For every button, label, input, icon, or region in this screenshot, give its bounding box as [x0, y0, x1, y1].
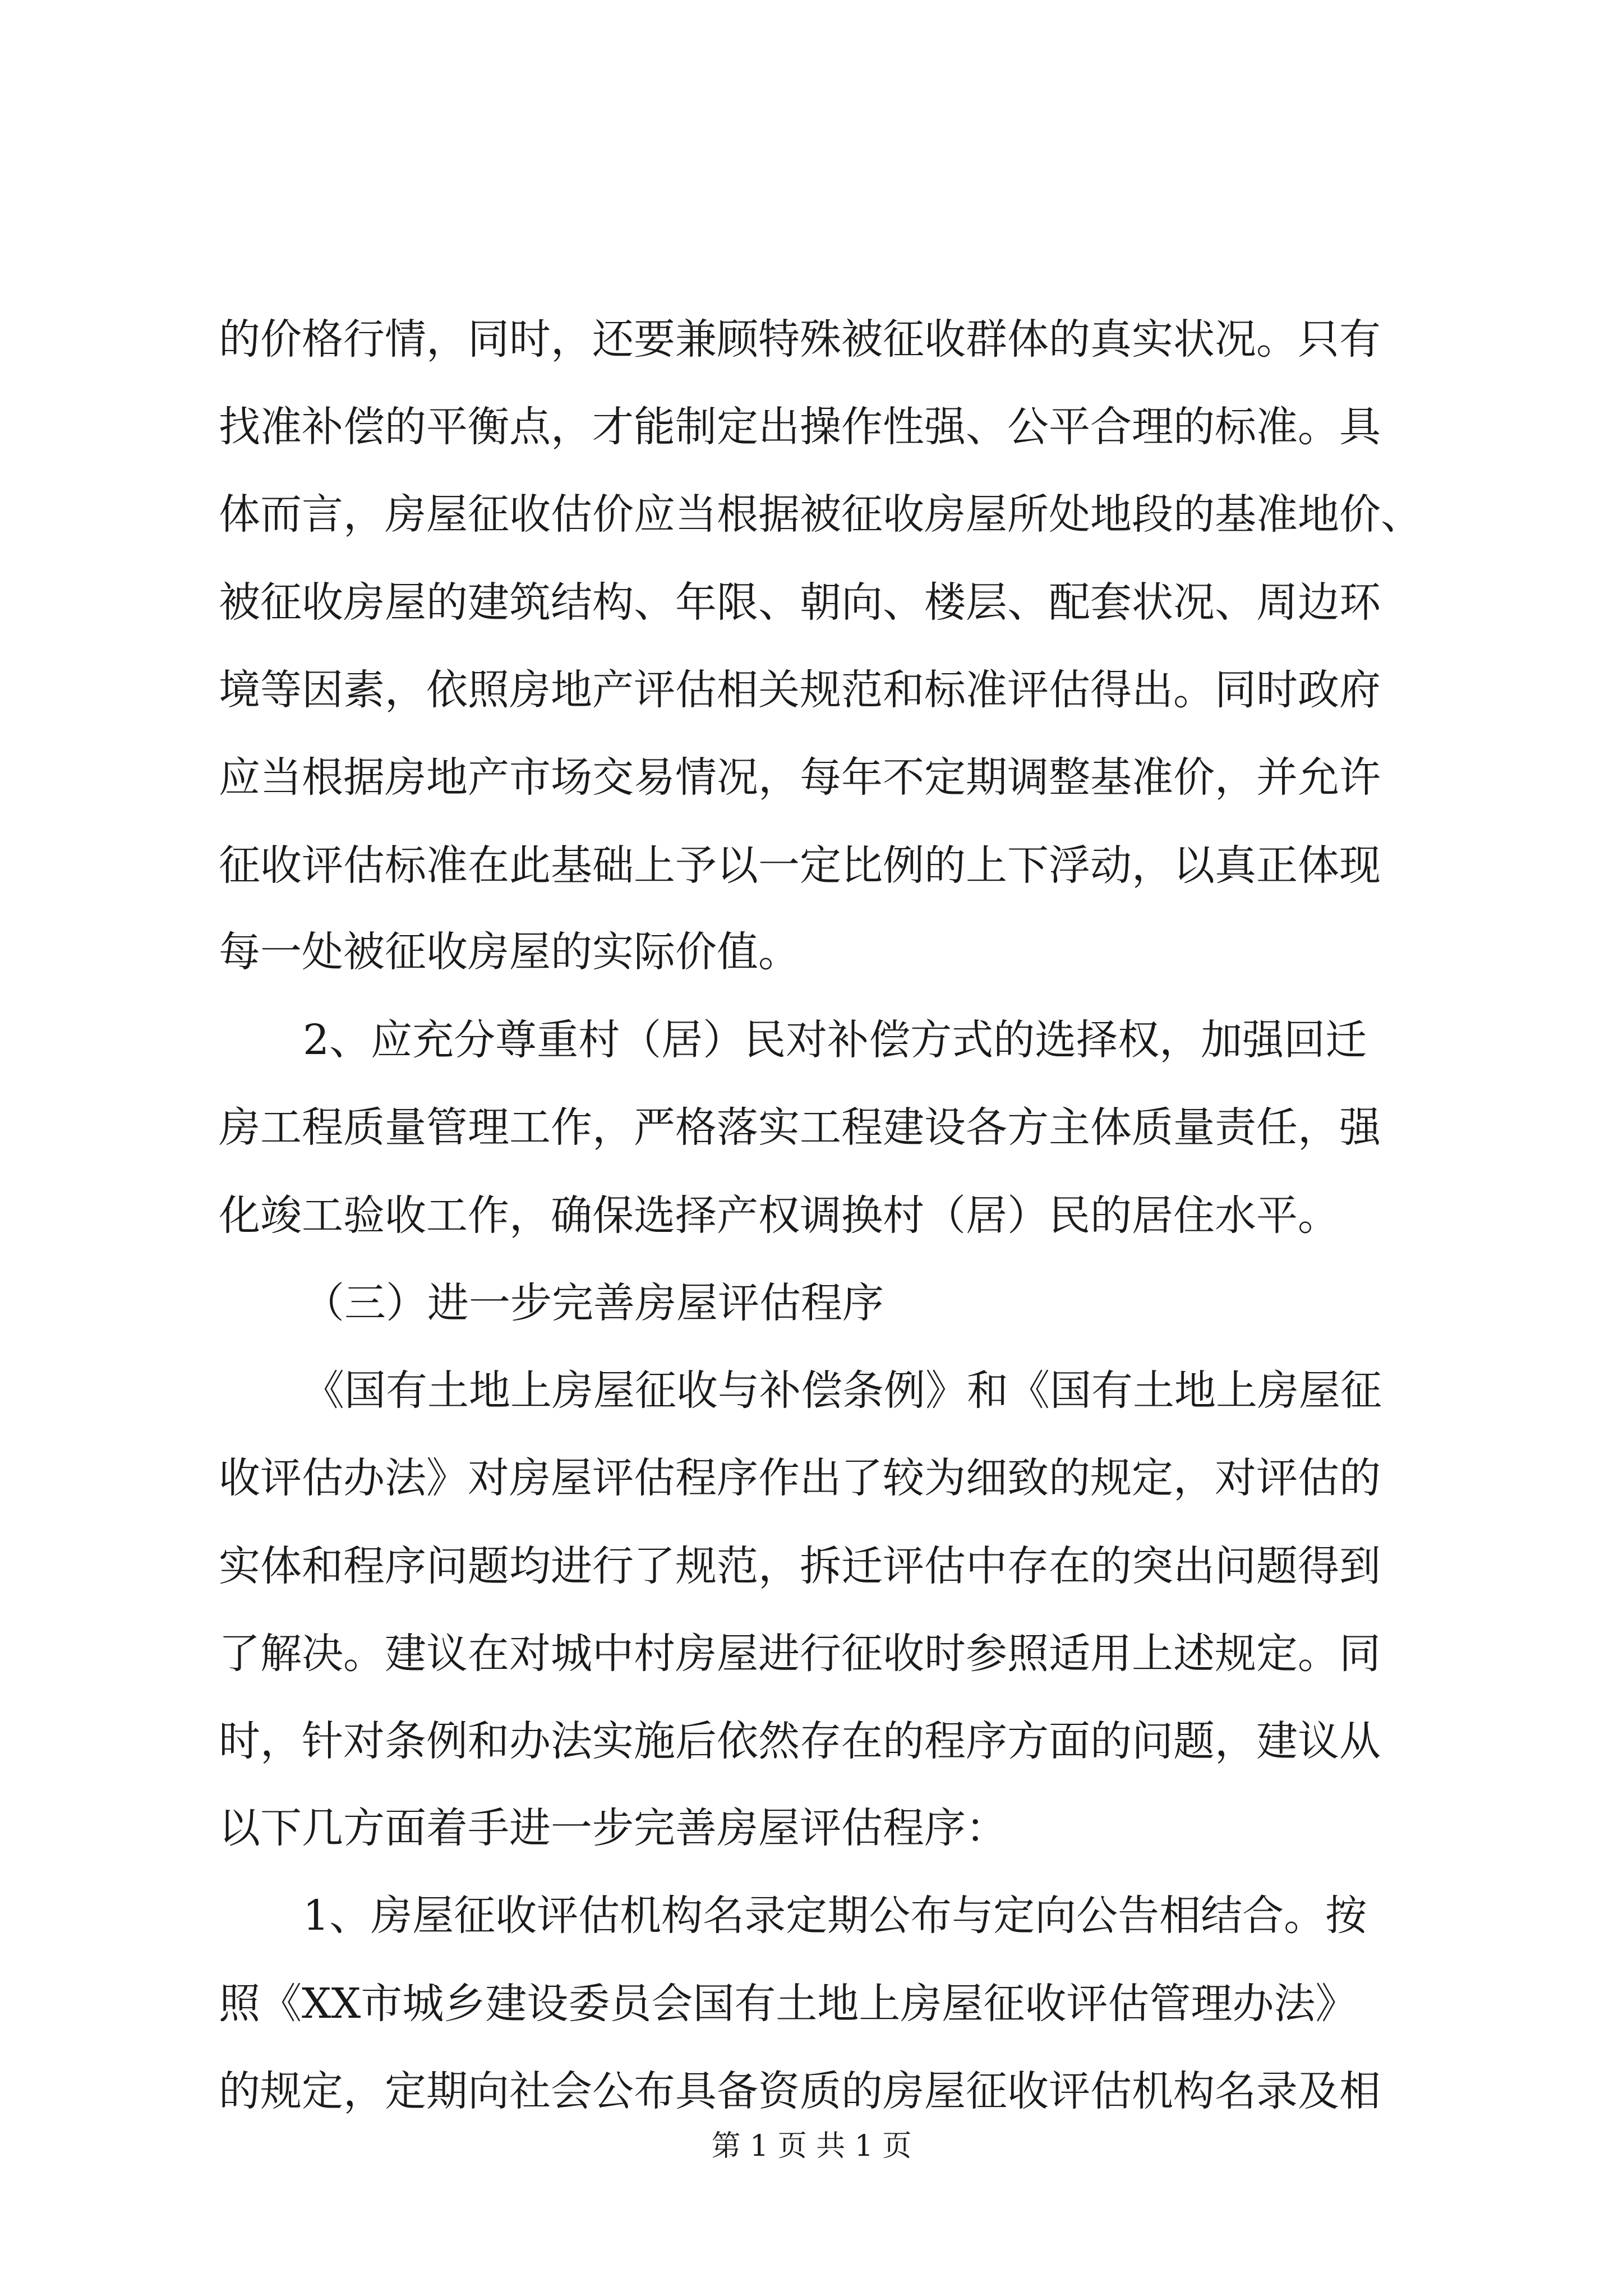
- text-line: 了解决。建议在对城中村房屋进行征收时参照适用上述规定。同: [219, 1630, 1381, 1678]
- text-line: 房工程质量管理工作，严格落实工程建设各方主体质量责任，强: [219, 1103, 1381, 1152]
- text-line: 体而言，房屋征收估价应当根据被征收房屋所处地段的基准地价、: [219, 490, 1422, 539]
- text-line: 征收评估标准在此基础上予以一定比例的上下浮动，以真正体现: [219, 841, 1381, 890]
- text-line: 以下几方面着手进一步完善房屋评估程序：: [219, 1804, 1007, 1852]
- text-line: 找准补偿的平衡点，才能制定出操作性强、公平合理的标准。具: [219, 403, 1381, 451]
- page-footer: 第 1 页 共 1 页: [711, 2129, 912, 2163]
- text-line: 境等因素，依照房地产评估相关规范和标准评估得出。同时政府: [219, 666, 1381, 714]
- text-line: 的规定，定期向社会公布具备资质的房屋征收评估机构名录及相: [219, 2067, 1381, 2115]
- section-heading: （三）进一步完善房屋评估程序: [303, 1279, 884, 1327]
- text-line: 1、房屋征收评估机构名录定期公布与定向公告相结合。按: [303, 1892, 1367, 1940]
- text-line: 被征收房屋的建筑结构、年限、朝向、楼层、配套状况、周边环: [219, 578, 1381, 627]
- text-line: 实体和程序问题均进行了规范，拆迁评估中存在的突出问题得到: [219, 1542, 1381, 1590]
- text-line: 应当根据房地产市场交易情况，每年不定期调整基准价，并允许: [219, 753, 1381, 802]
- text-line: 收评估办法》对房屋评估程序作出了较为细致的规定，对评估的: [219, 1454, 1381, 1502]
- text-line: 时，针对条例和办法实施后依然存在的程序方面的问题，建议从: [219, 1717, 1381, 1765]
- text-line: 2、应充分尊重村（居）民对补偿方式的选择权，加强回迁: [303, 1016, 1367, 1064]
- text-line: 照《XX市城乡建设委员会国有土地上房屋征收评估管理办法》: [219, 1980, 1357, 2028]
- text-line: 化竣工验收工作，确保选择产权调换村（居）民的居住水平。: [219, 1191, 1339, 1240]
- text-line: 每一处被征收房屋的实际价值。: [219, 928, 800, 976]
- text-line: 的价格行情，同时，还要兼顾特殊被征收群体的真实状况。只有: [219, 315, 1381, 364]
- text-line: 《国有土地上房屋征收与补偿条例》和《国有土地上房屋征: [303, 1366, 1382, 1415]
